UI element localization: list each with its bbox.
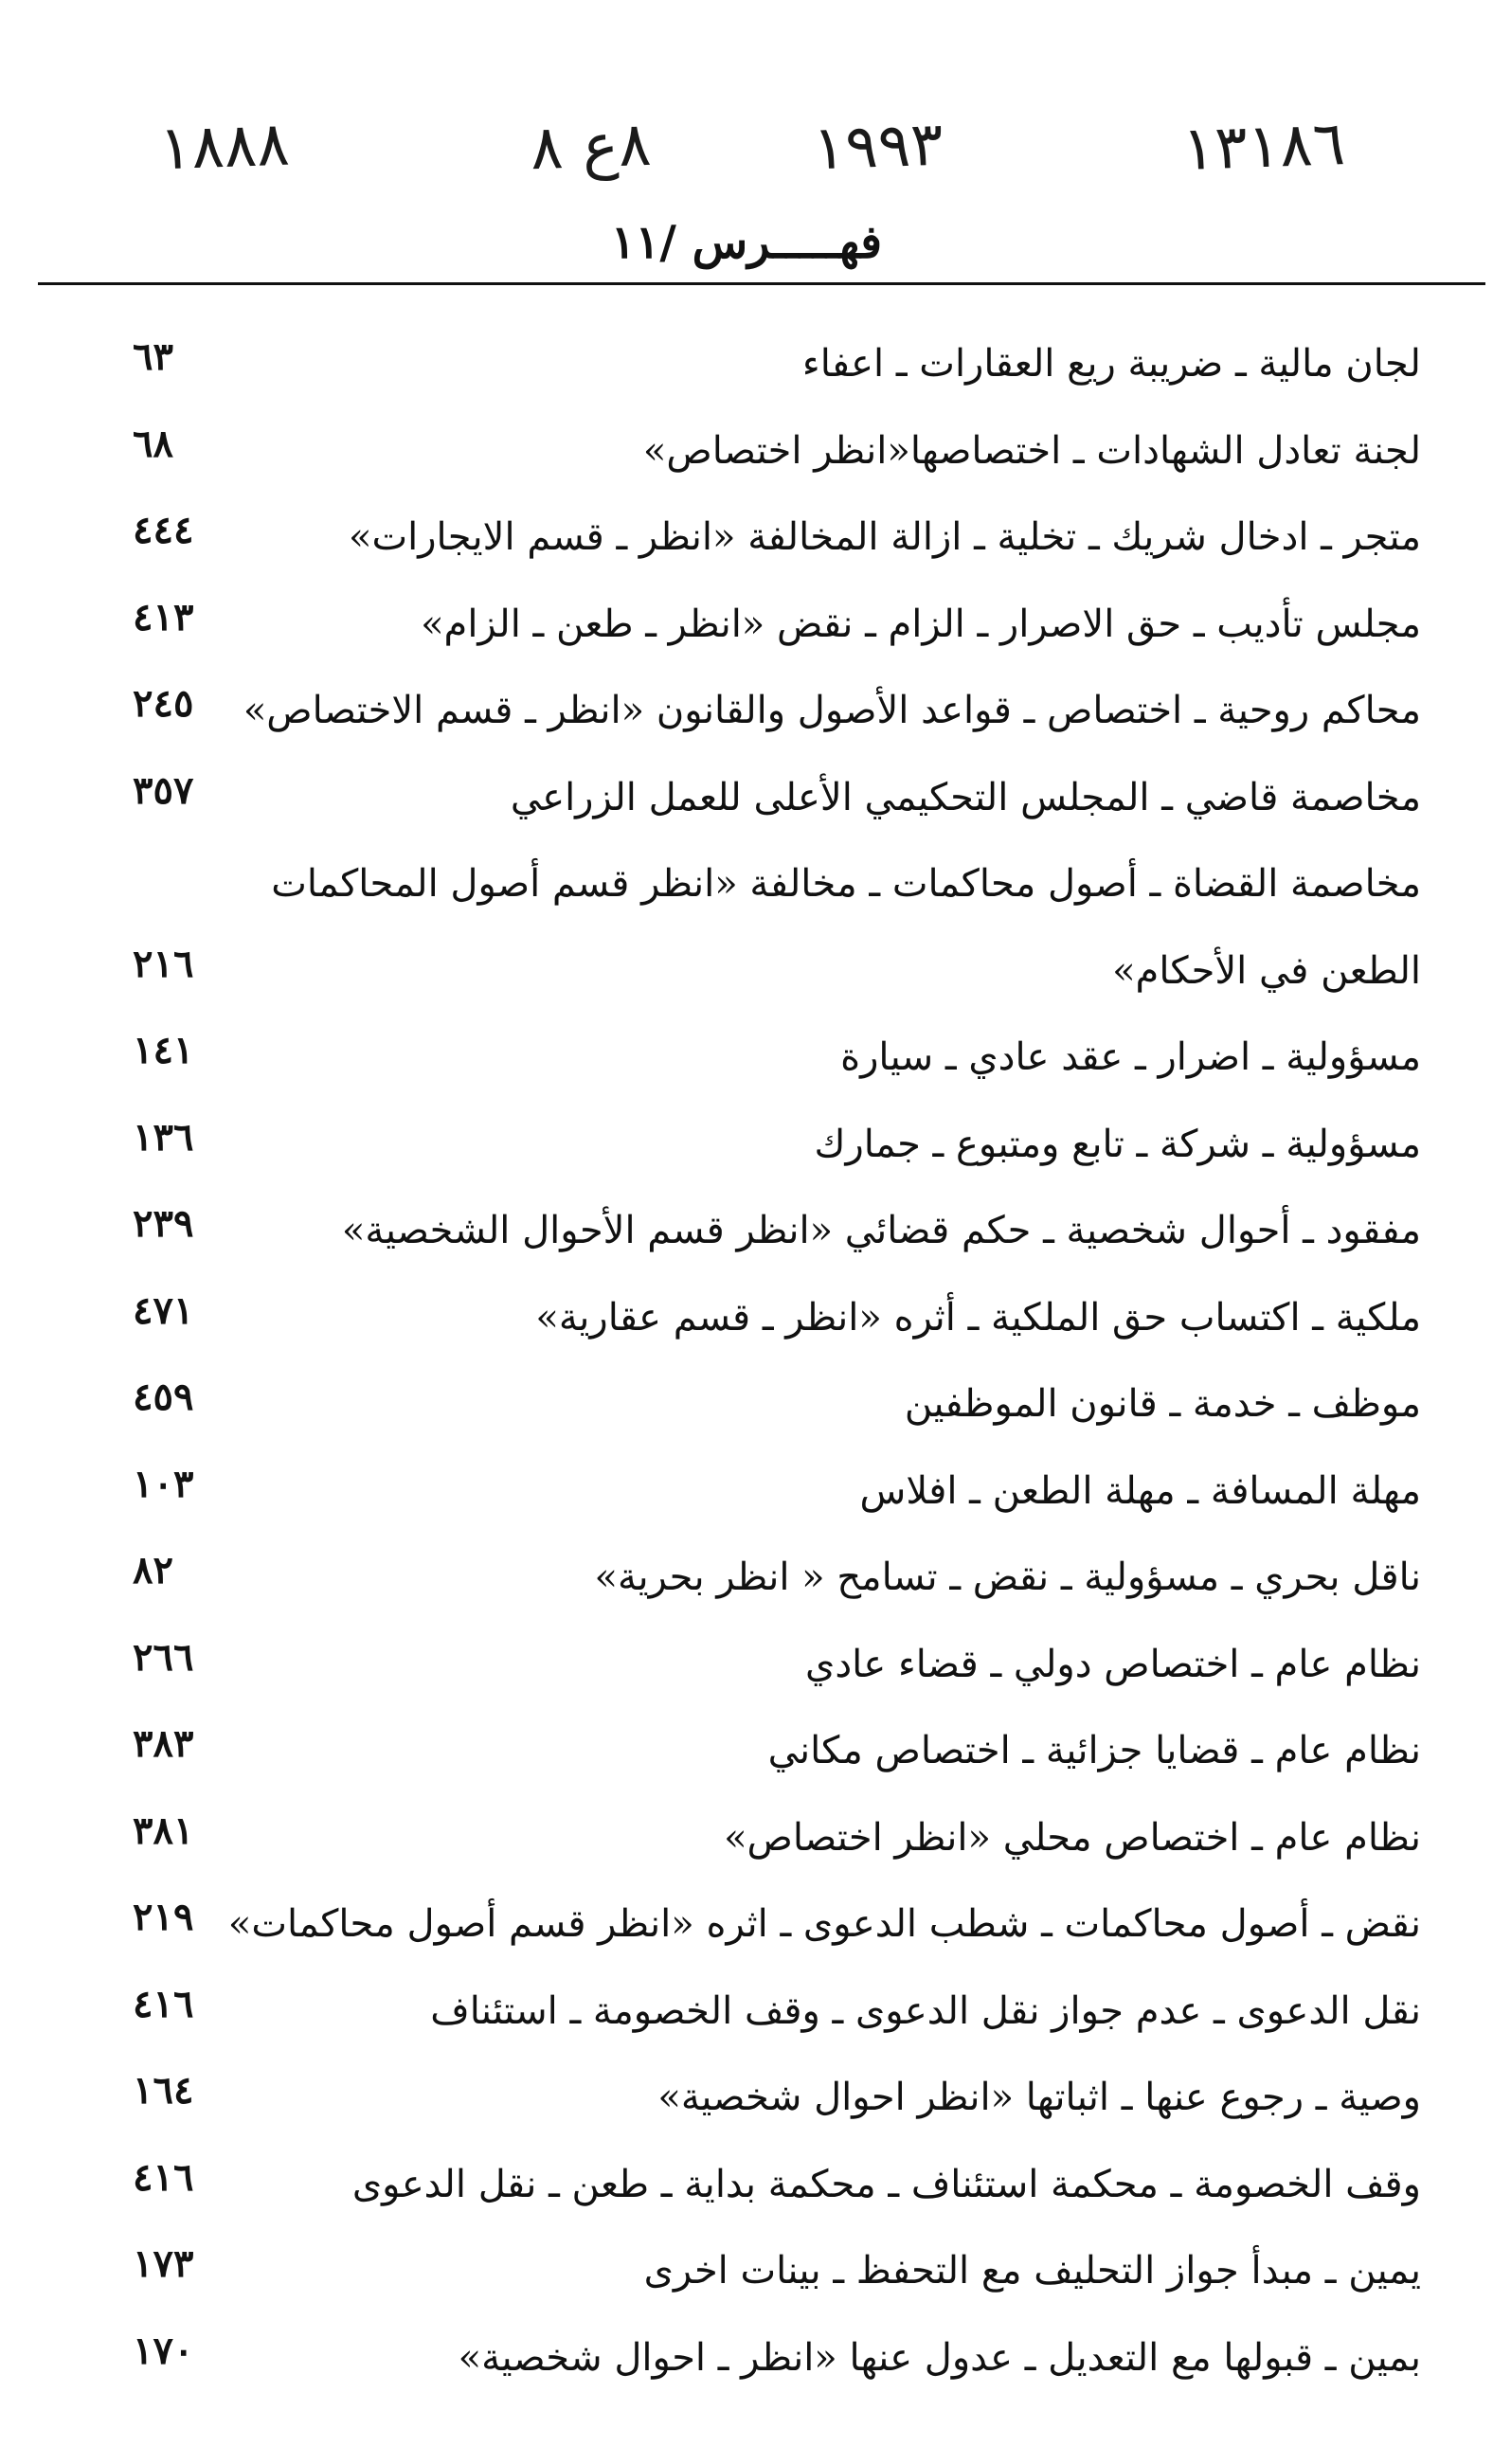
index-entry — [66, 500, 1449, 587]
index-entry-page: ٢٤٥ — [133, 681, 194, 726]
index-entry-text: نقض ـ أصول محاكمات ـ شطب الدعوى ـ اثره «انظر قسم أصول محاكمات» — [227, 1902, 1421, 1946]
index-entry-text: وقف الخصومة ـ محكمة استئناف ـ محكمة بداية ـ طعن ـ نقل الدعوى — [351, 2162, 1421, 2206]
handwritten-note: ١٩٩٣ — [811, 109, 944, 185]
index-entry — [66, 1974, 1449, 2061]
index-entry-page: ٤٥٩ — [133, 1375, 194, 1419]
index-entry-page: ٨٢ — [133, 1548, 173, 1592]
index-entry-text: مجلس تأديب ـ حق الاصرار ـ الزام ـ نقض «انظر ـ طعن ـ الزام» — [421, 602, 1421, 646]
index-entry — [66, 587, 1449, 674]
index-entry-text: لجنة تعادل الشهادات ـ اختصاصها«انظر اختصاص» — [642, 428, 1421, 473]
index-entry-page: ٣٨١ — [133, 1808, 194, 1853]
index-entry — [66, 847, 1449, 934]
index-entry — [66, 1540, 1449, 1628]
index-entry-page: ١٧٠ — [133, 2328, 194, 2373]
index-entry — [66, 1020, 1449, 1107]
index-entry-text: مسؤولية ـ شركة ـ تابع ومتبوع ـ جمارك — [814, 1122, 1421, 1166]
index-entry-text: بمين ـ قبولها مع التعديل ـ عدول عنها «انظر ـ احوال شخصية» — [458, 2335, 1421, 2380]
page-title: فهـــــرس /١١ — [610, 216, 883, 269]
index-entry-page: ١٠٣ — [133, 1461, 194, 1506]
index-entry-text: متجر ـ ادخال شريك ـ تخلية ـ ازالة المخالفة «انظر ـ قسم الايجارات» — [348, 515, 1421, 559]
index-entry-page: ١٣٦ — [133, 1114, 194, 1160]
index-entry-page: ٢٣٩ — [133, 1201, 194, 1246]
index-entry-text: ناقل بحري ـ مسؤولية ـ نقض ـ تسامح « انظر بحرية» — [594, 1556, 1421, 1599]
index-entry-page: ٤٧١ — [133, 1287, 194, 1333]
index-entry — [66, 2148, 1449, 2235]
index-entry — [66, 1454, 1449, 1541]
handwritten-note: ١٨٨٨ — [157, 109, 291, 185]
index-entry — [66, 1628, 1449, 1715]
index-entry-page: ٦٣ — [133, 334, 173, 379]
title-divider — [38, 282, 1485, 285]
index-entry-page: ٣٨٣ — [133, 1721, 194, 1766]
index-entry-page: ٤٤٤ — [133, 508, 194, 552]
index-entry — [66, 2234, 1449, 2321]
index-entry-text: ملكية ـ اكتساب حق الملكية ـ أثره «انظر ـ قسم عقارية» — [535, 1295, 1421, 1340]
index-entry-page: ١٤١ — [133, 1028, 194, 1072]
index-entry-text: نظام عام ـ اختصاص محلي «انظر اختصاص» — [724, 1815, 1421, 1860]
index-entry — [66, 1107, 1449, 1195]
index-entry — [66, 1714, 1449, 1801]
index-entry — [66, 1801, 1449, 1888]
index-entry-text: يمين ـ مبدأ جواز التحليف مع التحفظ ـ بينات اخرى — [643, 2249, 1421, 2293]
handwritten-note: ٨ع ٨ — [529, 109, 653, 185]
index-entry-text: لجان مالية ـ ضريبة ريع العقارات ـ اعفاء — [801, 342, 1421, 386]
index-entry — [66, 1887, 1449, 1974]
index-entry — [66, 761, 1449, 848]
index-entry — [66, 2060, 1449, 2148]
index-entry-text: موظف ـ خدمة ـ قانون الموظفين — [904, 1382, 1421, 1426]
index-entry — [66, 2321, 1449, 2408]
index-entry-page: ١٧٣ — [133, 2241, 194, 2286]
index-entry — [66, 1367, 1449, 1454]
index-entry-page: ٢٦٦ — [133, 1634, 194, 1680]
index-entry — [66, 674, 1449, 761]
index-entry — [66, 327, 1449, 414]
index-entry-text: نقل الدعوى ـ عدم جواز نقل الدعوى ـ وقف الخصومة ـ استئناف — [430, 1988, 1421, 2033]
index-entry-text: وصية ـ رجوع عنها ـ اثباتها «انظر احوال شخصية» — [657, 2076, 1421, 2119]
index-entry — [66, 1281, 1449, 1368]
index-entry-page: ٤١٦ — [133, 1981, 194, 2026]
index-entry-page: ١٦٤ — [133, 2068, 194, 2113]
index-entry — [66, 934, 1449, 1021]
index-entry-page: ٤١٣ — [133, 594, 194, 639]
index-list — [66, 327, 1449, 2407]
index-entry-text: مفقود ـ أحوال شخصية ـ حكم قضائي «انظر قسم الأحوال الشخصية» — [341, 1209, 1421, 1252]
index-entry-text: مخاصمة القضاة ـ أصول محاكمات ـ مخالفة «انظر قسم أصول المحاكمات — [271, 862, 1421, 906]
index-entry-text: مخاصمة قاضي ـ المجلس التحكيمي الأعلى للعمل الزراعي — [510, 775, 1421, 819]
index-entry — [66, 414, 1449, 501]
index-entry-page: ٣٥٧ — [133, 767, 194, 813]
index-entry-text: نظام عام ـ قضايا جزائية ـ اختصاص مكاني — [767, 1729, 1421, 1772]
index-entry — [66, 1194, 1449, 1281]
index-entry-text: مهلة المسافة ـ مهلة الطعن ـ افلاس — [859, 1468, 1421, 1513]
index-entry-text: نظام عام ـ اختصاص دولي ـ قضاء عادي — [805, 1642, 1421, 1686]
handwritten-note: ١٣١٨٦ — [1180, 109, 1347, 185]
index-entry-page: ٦٨ — [133, 421, 173, 466]
index-entry-page: ٢١٦ — [133, 941, 194, 986]
index-entry-text: مسؤولية ـ اضرار ـ عقد عادي ـ سيارة — [840, 1035, 1421, 1079]
index-entry-text: محاكم روحية ـ اختصاص ـ قواعد الأصول والقانون «انظر ـ قسم الاختصاص» — [243, 689, 1421, 732]
index-entry-page: ٢١٩ — [133, 1895, 194, 1939]
index-entry-text: الطعن في الأحكام» — [1112, 948, 1421, 993]
index-entry-page: ٤١٦ — [133, 2154, 194, 2200]
